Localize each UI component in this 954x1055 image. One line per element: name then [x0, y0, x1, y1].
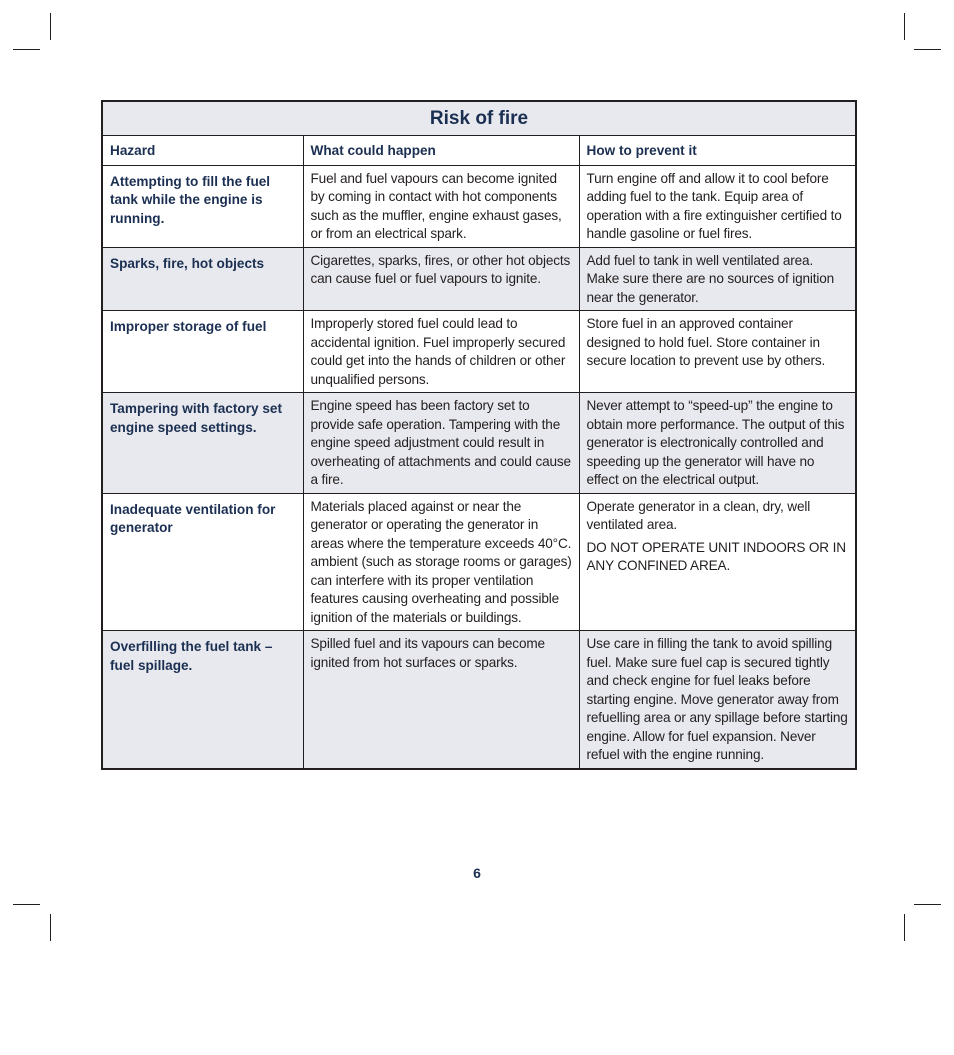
risk-table-container	[101, 100, 855, 770]
how-to-prevent-cell	[579, 393, 856, 494]
how-to-prevent-cell	[579, 493, 856, 631]
column-header-what-could-happen: What could happen	[303, 136, 579, 166]
what-could-happen-cell: Cigarettes, sparks, fires, or other hot objects can cause fuel or fuel vapours to ignite.	[303, 247, 579, 311]
what-could-happen-cell: Fuel and fuel vapours can become ignited by coming in contact with hot components such as the muffler, engine exhaust gases, or from an electrical spark.	[303, 165, 579, 247]
what-could-happen-cell: Spilled fuel and its vapours can become ignited from hot surfaces or sparks.	[303, 631, 579, 769]
hazard-cell: Inadequate ventilation for generator	[102, 493, 303, 631]
hazard-cell: Improper storage of fuel	[102, 311, 303, 393]
hazard-cell: Sparks, fire, hot objects	[102, 247, 303, 311]
hazard-cell: Overfilling the fuel tank – fuel spillage.	[102, 631, 303, 769]
crop-mark-top-right-horizontal	[914, 49, 941, 50]
column-header-how-to-prevent: How to prevent it	[579, 136, 856, 166]
hazard-cell: Tampering with factory set engine speed settings.	[102, 393, 303, 494]
table-body	[102, 165, 856, 769]
how-to-prevent-cell	[579, 631, 856, 769]
column-header-hazard: Hazard	[102, 136, 303, 166]
table-row	[102, 493, 856, 631]
risk-of-fire-table	[101, 100, 857, 770]
prevention-paragraph: Use care in filling the tank to avoid spilling fuel. Make sure fuel cap is secured tightly and check engine for fuel leaks before starting engine. Move generator away from refuelling area or any spillage before starting engine. Allow for fuel expansion. Never refuel with the engine running.	[586, 636, 848, 762]
crop-mark-bottom-right-horizontal	[914, 904, 941, 905]
what-could-happen-cell: Materials placed against or near the generator or operating the generator in areas where the temperature exceeds 40°C. ambient (such as storage rooms or garages) can interfere with its proper ventilation features causing overheating and possible ignition of the materials or buildings.	[303, 493, 579, 631]
hazard-cell: Attempting to fill the fuel tank while the engine is running.	[102, 165, 303, 247]
prevention-paragraph: DO NOT OPERATE UNIT INDOORS OR IN ANY CONFINED AREA.	[586, 539, 846, 573]
crop-mark-top-left-horizontal	[13, 49, 40, 50]
prevention-paragraph: Operate generator in a clean, dry, well ventilated area.	[586, 498, 811, 532]
how-to-prevent-cell	[579, 247, 856, 311]
prevention-paragraph: Turn engine off and allow it to cool before adding fuel to the tank. Equip area of operation with a fire extinguisher certified to handle gasoline or fuel fires.	[586, 170, 842, 241]
prevention-paragraph: Never attempt to “speed-up” the engine to obtain more performance. The output of this generator is electronically controlled and speeding up the generator will have no effect on the electrical output.	[586, 398, 845, 487]
table-row	[102, 393, 856, 494]
crop-mark-top-right-vertical	[904, 13, 905, 40]
what-could-happen-cell: Engine speed has been factory set to provide safe operation. Tampering with the engine speed adjustment could result in overheating of attachments and could cause a fire.	[303, 393, 579, 494]
table-title: Risk of fire	[102, 101, 856, 136]
how-to-prevent-cell	[579, 165, 856, 247]
prevention-paragraph: Store fuel in an approved container designed to hold fuel. Store container in secure location to prevent use by others.	[586, 316, 826, 368]
table-row	[102, 631, 856, 769]
page-number: 6	[473, 865, 481, 881]
crop-mark-bottom-left-horizontal	[13, 904, 40, 905]
crop-mark-bottom-right-vertical	[904, 914, 905, 941]
crop-mark-top-left-vertical	[50, 13, 51, 40]
table-row	[102, 165, 856, 247]
prevention-paragraph: Add fuel to tank in well ventilated area. Make sure there are no sources of ignition near the generator.	[586, 252, 835, 305]
table-row	[102, 311, 856, 393]
table-row	[102, 247, 856, 311]
how-to-prevent-cell	[579, 311, 856, 393]
what-could-happen-cell: Improperly stored fuel could lead to accidental ignition. Fuel improperly secured could get into the hands of children or other unqualified persons.	[303, 311, 579, 393]
crop-mark-bottom-left-vertical	[50, 914, 51, 941]
